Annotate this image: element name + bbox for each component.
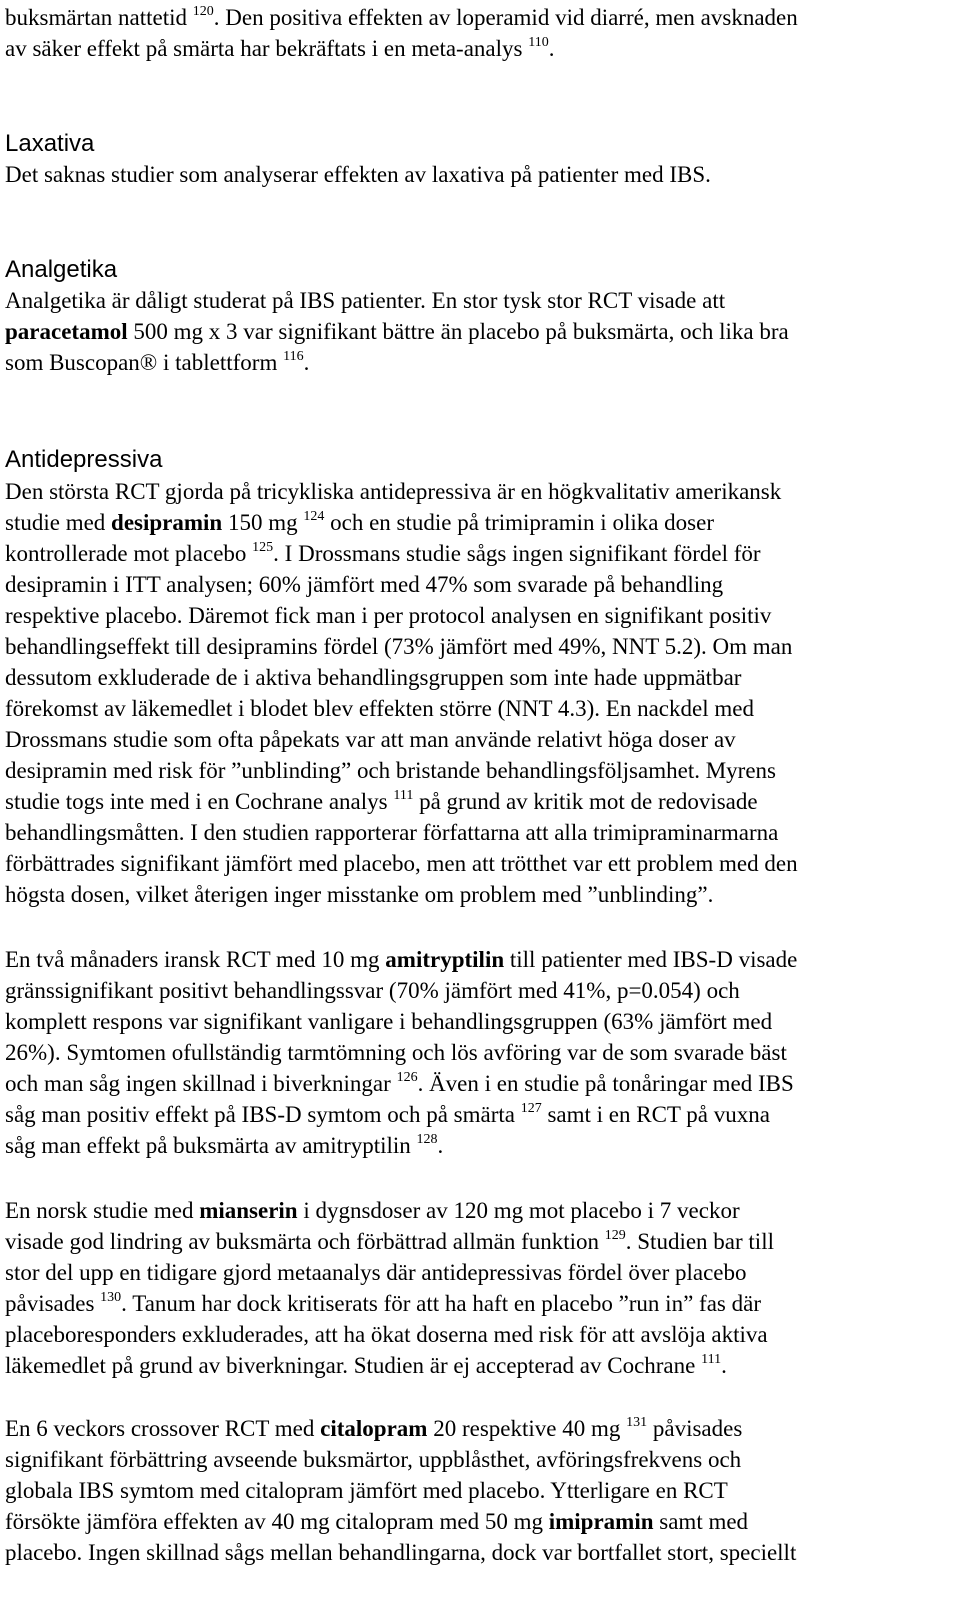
text-run: till patienter med IBS-D visade: [504, 947, 798, 972]
citation: 131: [626, 1415, 648, 1430]
text-run: .: [721, 1353, 727, 1378]
citation: 111: [701, 1352, 722, 1367]
text-run: En 6 veckors crossover RCT med: [5, 1416, 321, 1441]
citation: 110: [528, 35, 549, 50]
citation: 111: [393, 788, 414, 803]
analgetika-paragraph: [5, 285, 789, 378]
text-run: 20 respektive 40 mg: [427, 1416, 627, 1441]
text-line: [5, 1068, 797, 1099]
text-run: .: [548, 36, 555, 61]
text-line: [5, 1226, 774, 1257]
text-line: [5, 1195, 774, 1226]
text-line: [5, 1413, 796, 1444]
text-line: [5, 1099, 797, 1130]
text-line: [5, 1350, 774, 1381]
citation: 128: [416, 1132, 438, 1147]
bold-term: desipramin: [111, 510, 223, 535]
text-line: Drossmans studie som ofta påpekats var att man använde relativt höga doser av: [5, 727, 736, 752]
text-line: globala IBS symtom med citalopram jämfört med placebo. Ytterligare en RCT: [5, 1478, 728, 1503]
text-run: studie med: [5, 510, 112, 535]
text-line: [5, 538, 798, 569]
text-line: komplett respons var signifikant vanligare i behandlingsgruppen (63% jämfört med: [5, 1009, 773, 1034]
heading-analgetika: Analgetika: [5, 256, 118, 283]
citation: 124: [303, 509, 325, 524]
bold-term: paracetamol: [5, 319, 128, 344]
text-line: stor del upp en tidigare gjord metaanalys där antidepressivas fördel över placebo: [5, 1260, 747, 1285]
text-line: [5, 33, 798, 64]
antidepressiva-paragraph-4: [5, 1413, 796, 1568]
antidepressiva-paragraph-1: [5, 476, 798, 910]
text-run: En två månaders iransk RCT med 10 mg: [5, 947, 386, 972]
intro-paragraph: [5, 2, 798, 64]
text-line: respektive placebo. Däremot fick man i per protocol analysen en signifikant positiv: [5, 603, 772, 628]
text-run: påvisades: [647, 1416, 743, 1441]
text-line: förekomst av läkemedlet i blodet blev effekten större (NNT 4.3). En nackdel med: [5, 696, 754, 721]
text-run: 150 mg: [222, 510, 304, 535]
text-line: [5, 347, 789, 378]
heading-laxativa: Laxativa: [5, 130, 95, 157]
text-line: [5, 944, 797, 975]
text-line: placeboresponders exkluderades, att ha ökat doserna med risk för att avslöja aktiva: [5, 1322, 768, 1347]
text-run: .: [437, 1133, 444, 1158]
text-line: Det saknas studier som analyserar effekten av laxativa på patienter med IBS.: [5, 162, 711, 187]
text-line: [5, 1506, 796, 1537]
text-run: samt i en RCT på vuxna: [541, 1102, 770, 1127]
laxativa-paragraph: [5, 159, 711, 190]
text-line: placebo. Ingen skillnad sågs mellan behandlingarna, dock var bortfallet stort, speciellt: [5, 1540, 797, 1565]
text-run: samt med: [653, 1509, 749, 1534]
text-run: som Buscopan® i tablettform: [5, 350, 284, 375]
text-run: läkemedlet på grund av biverkningar. Studien är ej accepterad av Cochrane: [5, 1353, 702, 1378]
text-run: försökte jämföra effekten av 40 mg citalopram med 50 mg: [5, 1509, 549, 1534]
citation: 129: [604, 1228, 626, 1243]
bold-term: amitryptilin: [385, 947, 505, 972]
bold-term: imipramin: [548, 1509, 654, 1534]
text-run: 500 mg x 3 var signifikant bättre än placebo på buksmärta, och lika bra: [127, 319, 789, 344]
citation: 116: [283, 349, 304, 364]
text-run: . Studien bar till: [625, 1229, 774, 1254]
text-line: förbättrades signifikant jämfört med placebo, men att trötthet var ett problem med den: [5, 851, 798, 876]
text-run: .: [303, 350, 310, 375]
text-line: 26%). Symtomen ofullständig tarmtömning och lös avföring var de som svarade bäst: [5, 1040, 787, 1065]
bold-term: citalopram: [320, 1416, 428, 1441]
text-line: behandlingsmåtten. I den studien rapporterar författarna att alla trimipraminarmarna: [5, 820, 779, 845]
text-run: . Även i en studie på tonåringar med IBS: [417, 1071, 794, 1096]
text-line: [5, 1288, 774, 1319]
heading-antidepressiva: Antidepressiva: [5, 446, 163, 473]
text-run: och en studie på trimipramin i olika doser: [324, 510, 715, 535]
antidepressiva-paragraph-3: [5, 1195, 774, 1381]
bold-term: mianserin: [199, 1198, 298, 1223]
text-line: högsta dosen, vilket återigen inger misstanke om problem med ”unblinding”.: [5, 882, 714, 907]
citation: 130: [100, 1290, 122, 1305]
text-line: behandlingseffekt till desipramins fördel (73% jämfört med 49%, NNT 5.2). Om man: [5, 634, 793, 659]
text-run: på grund av kritik mot de redovisade: [413, 789, 758, 814]
text-line: [5, 316, 789, 347]
text-run: såg man effekt på buksmärta av amitryptilin: [5, 1133, 417, 1158]
text-line: Den största RCT gjorda på tricykliska antidepressiva är en högkvalitativ amerikansk: [5, 479, 782, 504]
text-line: desipramin med risk för ”unblinding” och bristande behandlingsföljsamhet. Myrens: [5, 758, 776, 783]
text-line: [5, 786, 798, 817]
citation: 120: [192, 4, 214, 19]
citation: 125: [252, 540, 274, 555]
text-line: signifikant förbättring avseende buksmärtor, uppblåsthet, avföringsfrekvens och: [5, 1447, 742, 1472]
text-run: . Den positiva effekten av loperamid vid diarré, men avsknaden: [213, 5, 798, 30]
citation: 126: [396, 1070, 418, 1085]
text-run: i dygnsdoser av 120 mg mot placebo i 7 veckor: [297, 1198, 740, 1223]
text-run: studie togs inte med i en Cochrane analys: [5, 789, 394, 814]
text-run: såg man positiv effekt på IBS-D symtom och på smärta: [5, 1102, 521, 1127]
text-run: kontrollerade mot placebo: [5, 541, 253, 566]
text-line: Analgetika är dåligt studerat på IBS patienter. En stor tysk stor RCT visade att: [5, 288, 726, 313]
text-run: En norsk studie med: [5, 1198, 200, 1223]
text-line: desipramin i ITT analysen; 60% jämfört med 47% som svarade på behandling: [5, 572, 724, 597]
text-run: och man såg ingen skillnad i biverkningar: [5, 1071, 397, 1096]
text-run: buksmärtan nattetid: [5, 5, 193, 30]
text-line: dessutom exkluderade de i aktiva behandlingsgruppen som inte hade uppmätbar: [5, 665, 742, 690]
text-run: visade god lindring av buksmärta och förbättrad allmän funktion: [5, 1229, 605, 1254]
text-run: . I Drossmans studie sågs ingen signifikant fördel för: [273, 541, 761, 566]
text-line: gränssignifikant positivt behandlingssvar (70% jämfört med 41%, p=0.054) och: [5, 978, 740, 1003]
text-line: [5, 2, 798, 33]
text-line: [5, 1130, 797, 1161]
text-line: [5, 507, 798, 538]
antidepressiva-paragraph-2: [5, 944, 797, 1161]
text-run: av säker effekt på smärta har bekräftats i en meta-analys: [5, 36, 529, 61]
text-run: . Tanum har dock kritiserats för att ha haft en placebo ”run in” fas där: [121, 1291, 761, 1316]
text-run: påvisades: [5, 1291, 101, 1316]
citation: 127: [520, 1101, 542, 1116]
